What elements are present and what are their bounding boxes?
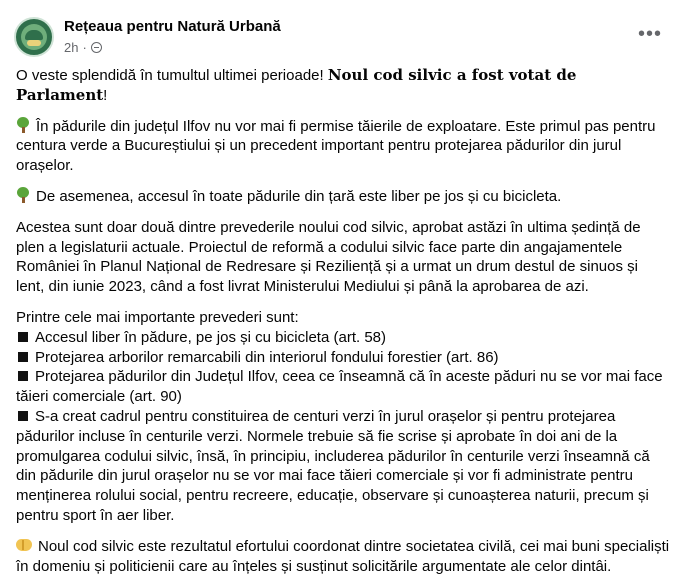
paragraph-2-text: De asemenea, accesul în toate pădurile din țară este liber pe jos și cu bicicleta. bbox=[36, 187, 562, 205]
post-time[interactable]: 2h bbox=[64, 40, 79, 55]
intro-end: ! bbox=[103, 86, 108, 104]
tree-icon bbox=[16, 117, 30, 133]
square-bullet-icon bbox=[18, 352, 28, 362]
square-bullet-icon bbox=[18, 332, 28, 342]
list-item: Protejarea arborilor remarcabili din interiorul fondului forestier (art. 86) bbox=[16, 348, 670, 368]
tree-icon bbox=[16, 187, 30, 203]
list-item: S-a creat cadrul pentru constituirea de centuri verzi în jurul orașelor și pentru protejarea pădurilor incluse în centurile verzi. Normele trebuie să fie scrise și aprobate în doi ani de la promulgarea codului silvic, însă, în principiu, includerea pădurilor în centurile verzi înseamnă că din pădurile din jurul orașelor nu se vor mai face tăieri comerciale și vor fi administrate pentru menținerea rolului social, pentru recreere, educație, observare și cunoașterea naturii, precum și pentru sport în aer liber. bbox=[16, 407, 650, 524]
handshake-icon bbox=[16, 539, 32, 551]
paragraph-4-text: Noul cod silvic este rezultatul efortului coordonat dintre societatea civilă, cei mai buni specialiști în domeniu și politicienii care au înțeles și susținut solicitările argumentate ale celor dintâi. bbox=[16, 537, 670, 575]
paragraph-1-text: În pădurile din județul Ilfov nu vor mai fi permise tăierile de exploatare. Este primul pas pentru centura verde a Bucureștiului și un precedent important pentru protejarea pădurilor din jurul orașelor. bbox=[16, 117, 656, 175]
post-header bbox=[14, 14, 670, 58]
more-options-icon: ••• bbox=[637, 22, 662, 45]
square-bullet-icon bbox=[18, 371, 28, 381]
paragraph-2 bbox=[16, 187, 670, 207]
list-title: Printre cele mai importante prevederi sunt: bbox=[16, 308, 299, 326]
logo-icon bbox=[21, 24, 47, 50]
paragraph-3-text: Acestea sunt doar două dintre prevederile noului cod silvic, aprobat astăzi în ultima ședință de plen a legislaturii actuale. Proiectul de reformă a codului silvic face parte din angajamentele României în Planul Național de Redresare și Reziliență și a urmat un drum destul de sinuos și lent, din iunie 2023, când a fost livrat Ministerului Mediului și până la aprobarea de azi. bbox=[16, 218, 641, 296]
intro-bold: Noul cod silvic a fost votat de Parlament bbox=[16, 66, 577, 104]
post-meta: 2h · bbox=[64, 40, 102, 55]
list-item: Protejarea pădurilor din Județul Ilfov, ceea ce înseamnă că în aceste păduri nu se vor mai face tăieri comerciale (art. 90) bbox=[16, 368, 663, 406]
page-avatar[interactable] bbox=[14, 17, 54, 57]
post-content bbox=[16, 66, 670, 587]
post-author[interactable]: Rețeaua pentru Natură Urbană bbox=[64, 18, 281, 35]
paragraph-1 bbox=[16, 117, 670, 176]
provisions-list bbox=[16, 308, 670, 526]
more-options-button[interactable] bbox=[636, 20, 664, 48]
intro-text: O veste splendidă în tumultul ultimei perioade! bbox=[16, 67, 328, 84]
paragraph-4 bbox=[16, 537, 670, 577]
intro-paragraph bbox=[16, 66, 670, 106]
paragraph-3 bbox=[16, 218, 670, 297]
square-bullet-icon bbox=[18, 411, 28, 421]
globe-icon bbox=[91, 42, 102, 53]
list-item: Accesul liber în pădure, pe jos și cu bicicleta (art. 58) bbox=[16, 328, 670, 348]
